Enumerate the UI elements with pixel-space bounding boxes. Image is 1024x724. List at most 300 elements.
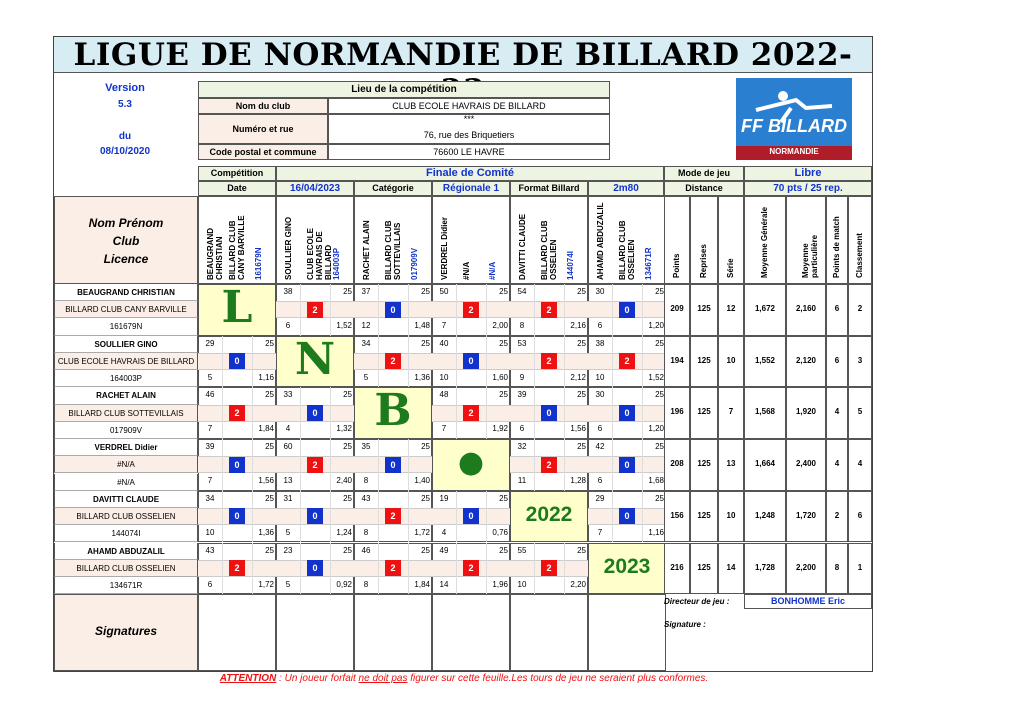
player-club: CLUB ECOLE HAVRAIS DE BILLARD — [54, 353, 198, 370]
match-points-box: 2 — [307, 302, 323, 318]
mode-label: Mode de jeu — [664, 166, 744, 181]
match-serie: 10 — [517, 579, 527, 589]
match-divider — [456, 543, 457, 595]
match-average: 1,92 — [492, 424, 508, 434]
match-serie: 5 — [363, 372, 369, 382]
categorie-label: Catégorie — [354, 181, 432, 196]
stat-value: 4 — [857, 459, 863, 469]
match-average: 2,00 — [492, 321, 508, 330]
club-value: CLUB ECOLE HAVRAIS DE BILLARD — [328, 98, 610, 114]
match-average: 1,20 — [648, 424, 664, 434]
match-reprises: 25 — [265, 442, 274, 452]
player-name: AHAMD ABDUZALIL — [54, 543, 198, 560]
match-points-box: 0 — [229, 508, 245, 524]
stat-value: 14 — [726, 562, 736, 572]
col-head-lic: #N/A — [488, 261, 497, 280]
match-reprises: 25 — [655, 442, 664, 452]
lieu-header: Lieu de la compétition — [198, 81, 610, 98]
stat-head-2: Reprises — [699, 244, 708, 278]
stat-value: 1,720 — [795, 510, 817, 520]
match-divider — [378, 439, 379, 491]
match-points: 30 — [595, 287, 605, 296]
match-reprises: 25 — [421, 442, 430, 452]
match-reprises: 25 — [577, 545, 586, 555]
version-du: du — [118, 131, 132, 142]
col-head-club: CLUB ECOLE HAVRAIS DE BILLARD — [306, 228, 333, 280]
director-value: BONHOMME Eric — [744, 594, 872, 609]
numero-value1: *** — [463, 114, 475, 124]
format-value: 2m80 — [588, 181, 664, 196]
match-points: 29 — [205, 338, 215, 348]
match-divider — [378, 491, 379, 543]
match-reprises: 25 — [265, 545, 274, 555]
stat-value: 6 — [834, 304, 840, 313]
match-average: 1,16 — [258, 372, 274, 382]
match-points-box: 0 — [307, 560, 323, 576]
stat-value: 2,120 — [795, 355, 817, 365]
match-reprises: 25 — [343, 287, 352, 296]
stat-value: 1 — [857, 562, 863, 572]
match-reprises: 25 — [265, 338, 274, 348]
match-divider — [300, 439, 301, 491]
match-average: 1,72 — [258, 579, 274, 589]
match-reprises: 25 — [577, 390, 586, 400]
match-serie: 11 — [517, 476, 527, 486]
match-average: 1,32 — [336, 424, 352, 434]
match-serie: 13 — [283, 476, 293, 486]
stat-value: 125 — [697, 510, 711, 520]
match-divider — [300, 543, 301, 595]
logo-sub: NORMANDIE — [769, 147, 819, 156]
col-head-lic: 161679N — [254, 247, 263, 280]
header-left-line2: Club — [112, 234, 140, 248]
stat-value: 125 — [697, 355, 711, 365]
match-points: 42 — [595, 442, 605, 452]
match-reprises: 25 — [499, 545, 508, 555]
stat-value: 1,568 — [754, 407, 776, 417]
match-average: 1,28 — [570, 476, 586, 486]
match-serie: 14 — [439, 579, 449, 589]
match-points-box: 0 — [619, 302, 635, 318]
match-points: 43 — [205, 545, 215, 555]
signature-box[interactable] — [276, 594, 354, 671]
match-reprises: 25 — [421, 545, 430, 555]
match-divider — [300, 491, 301, 543]
player-club: BILLARD CLUB OSSELIEN — [54, 560, 198, 577]
match-serie: 6 — [285, 321, 291, 330]
match-serie: 6 — [597, 321, 603, 330]
match-serie: 5 — [207, 372, 213, 382]
stat-value: 196 — [670, 407, 684, 417]
stat-value: 2 — [857, 304, 863, 313]
match-points-box: 2 — [541, 353, 557, 369]
stat-value: 7 — [728, 407, 734, 417]
stat-value: 1,672 — [754, 304, 776, 313]
match-reprises: 25 — [655, 287, 664, 296]
stat-head-1: Points — [672, 253, 681, 278]
stat-head-7: Classement — [855, 233, 864, 278]
date-label: Date — [198, 181, 276, 196]
match-serie: 7 — [441, 424, 447, 434]
match-points-box: 2 — [385, 560, 401, 576]
match-reprises: 25 — [499, 390, 508, 400]
match-average: 2,12 — [570, 372, 586, 382]
match-points: 35 — [361, 442, 371, 452]
diagonal-mark: 2022 — [525, 502, 573, 526]
match-points-box: 0 — [463, 353, 479, 369]
stat-value: 1,552 — [754, 355, 776, 365]
version-number: 5.3 — [118, 99, 132, 110]
match-points: 60 — [283, 442, 293, 452]
match-points-box: 0 — [307, 405, 323, 421]
stat-value: 2 — [834, 510, 840, 520]
diagonal-mark: ● — [457, 445, 485, 481]
match-points: 55 — [517, 545, 527, 555]
signature-label: Signature : — [664, 620, 706, 629]
match-divider — [534, 387, 535, 439]
header-left — [54, 214, 198, 268]
match-points: 53 — [517, 338, 527, 348]
match-points-box: 0 — [619, 457, 635, 473]
stat-head-5: Moyenne particulière — [801, 234, 819, 278]
match-average: 1,36 — [258, 527, 274, 537]
distance-label: Distance — [664, 181, 744, 196]
match-serie: 4 — [441, 527, 447, 537]
version-label: Version — [105, 82, 145, 94]
match-divider — [456, 387, 457, 439]
col-head-club: BILLARD CLUB CANY BARVILLE — [228, 215, 246, 280]
match-reprises: 25 — [421, 338, 430, 348]
version-date: 08/10/2020 — [99, 146, 151, 157]
cp-value: 76600 LE HAVRE — [328, 144, 610, 160]
match-divider — [300, 284, 301, 336]
match-points: 34 — [205, 493, 215, 503]
stat-value: 125 — [697, 304, 711, 313]
match-average: 1,24 — [336, 527, 352, 537]
match-serie: 6 — [207, 579, 213, 589]
player-name: DAVITTI CLAUDE — [54, 491, 198, 508]
stat-value: 1,920 — [795, 407, 817, 417]
stat-value: 156 — [670, 510, 684, 520]
stat-value: 2,160 — [795, 304, 817, 313]
director-label: Directeur de jeu : — [664, 597, 730, 606]
match-average: 1,48 — [414, 321, 430, 330]
stat-head-6: Points de match — [832, 216, 841, 278]
match-average: 1,52 — [336, 321, 352, 330]
club-label: Nom du club — [198, 98, 328, 114]
match-points-box: 2 — [463, 405, 479, 421]
format-label: Format Billard — [510, 181, 588, 196]
logo-text: FF BILLARD — [741, 116, 847, 136]
match-average: 2,20 — [570, 579, 586, 589]
col-head-name: BEAUGRAND CHRISTIAN — [206, 228, 224, 280]
match-serie: 12 — [361, 321, 371, 330]
match-reprises: 25 — [343, 493, 352, 503]
match-points-box: 0 — [229, 353, 245, 369]
match-reprises: 25 — [577, 442, 586, 452]
match-serie: 8 — [363, 579, 369, 589]
match-reprises: 25 — [265, 390, 274, 400]
player-lic: 017909V — [54, 422, 198, 439]
match-points: 43 — [361, 493, 371, 503]
stat-value: 1,248 — [754, 510, 776, 520]
match-average: 1,72 — [414, 527, 430, 537]
stat-value: 2,400 — [795, 459, 817, 469]
match-average: 1,96 — [492, 579, 508, 589]
numero-label: Numéro et rue — [198, 114, 328, 144]
match-points-box: 0 — [307, 508, 323, 524]
match-reprises: 25 — [655, 338, 664, 348]
stat-value: 2,200 — [795, 562, 817, 572]
match-divider — [378, 543, 379, 595]
diagonal-mark: 2023 — [603, 554, 651, 578]
match-points-box: 2 — [463, 302, 479, 318]
match-average: 2,16 — [570, 321, 586, 330]
player-name: VERDREL Didier — [54, 439, 198, 456]
player-lic: 164003P — [54, 370, 198, 387]
stat-value: 13 — [726, 459, 736, 469]
match-divider — [378, 284, 379, 336]
signature-box[interactable] — [354, 594, 432, 671]
ffb-logo — [736, 78, 852, 160]
match-average: 1,84 — [258, 424, 274, 434]
footer-note — [54, 673, 874, 684]
header-left-line3: Licence — [103, 252, 149, 266]
stat-value: 1,728 — [754, 562, 776, 572]
stat-value: 125 — [697, 562, 711, 572]
col-head-club: #N/A — [462, 261, 471, 280]
match-points-box: 2 — [541, 457, 557, 473]
col-head-lic: 164003P — [332, 247, 341, 280]
page-title: LIGUE DE NORMANDIE DE BILLARD 2022- — [73, 37, 853, 73]
stat-value: 5 — [857, 407, 863, 417]
player-club: BILLARD CLUB CANY BARVILLE — [54, 301, 198, 318]
mode-value: Libre — [744, 166, 872, 181]
match-divider — [612, 387, 613, 439]
player-lic: #N/A — [54, 474, 198, 491]
match-points-box: 2 — [229, 560, 245, 576]
match-serie: 7 — [597, 527, 603, 537]
match-average: 1,52 — [648, 372, 664, 382]
match-points-box: 2 — [463, 560, 479, 576]
match-points-box: 2 — [385, 508, 401, 524]
match-points: 46 — [205, 390, 215, 400]
signature-box[interactable] — [510, 594, 588, 671]
stat-value: 194 — [670, 355, 684, 365]
match-divider — [456, 491, 457, 543]
match-points-box: 0 — [619, 508, 635, 524]
categorie-value: Régionale 1 — [432, 181, 510, 196]
player-lic: 161679N — [54, 318, 198, 335]
signature-box[interactable] — [198, 594, 276, 671]
match-points: 19 — [439, 493, 449, 503]
stat-value: 10 — [726, 510, 736, 520]
col-head-name: RACHET ALAIN — [362, 220, 371, 280]
match-divider — [612, 491, 613, 543]
footer-rest: figurer sur cette feuille.Les tours de jeu ne seraient plus conformes. — [407, 673, 709, 684]
match-divider — [222, 543, 223, 595]
player-name: SOULLIER GINO — [54, 336, 198, 353]
stat-head-3: Série — [726, 258, 735, 278]
match-points: 23 — [283, 545, 293, 555]
player-club: BILLARD CLUB SOTTEVILLAIS — [54, 405, 198, 422]
match-points: 29 — [595, 493, 605, 503]
match-points-box: 2 — [229, 405, 245, 421]
match-reprises: 25 — [343, 545, 352, 555]
match-points: 40 — [439, 338, 449, 348]
signature-box[interactable] — [432, 594, 510, 671]
match-points: 49 — [439, 545, 449, 555]
match-divider — [378, 336, 379, 388]
match-points: 34 — [361, 338, 371, 348]
match-reprises: 25 — [577, 338, 586, 348]
match-points-box: 2 — [541, 560, 557, 576]
stat-value: 4 — [834, 407, 840, 417]
match-points-box: 0 — [385, 302, 401, 318]
match-points-box: 2 — [541, 302, 557, 318]
match-points: 33 — [283, 390, 293, 400]
footer-attention: ATTENTION — [219, 673, 277, 684]
match-divider — [222, 491, 223, 543]
match-reprises: 25 — [421, 493, 430, 503]
match-points-box: 2 — [307, 457, 323, 473]
match-points-box: 2 — [619, 353, 635, 369]
col-head-name: DAVITTI CLAUDE — [518, 213, 527, 280]
match-serie: 7 — [441, 321, 447, 330]
match-points: 50 — [439, 287, 449, 296]
competition-label: Compétition — [198, 166, 276, 181]
match-divider — [534, 439, 535, 491]
match-points: 39 — [205, 442, 215, 452]
player-lic: 134671R — [54, 577, 198, 594]
match-average: 1,68 — [648, 476, 664, 486]
player-club: BILLARD CLUB OSSELIEN — [54, 508, 198, 525]
match-points: 54 — [517, 287, 527, 296]
match-serie: 6 — [597, 476, 603, 486]
col-head-club: BILLARD CLUB OSSELIEN — [540, 220, 558, 280]
match-serie: 7 — [207, 424, 213, 434]
match-points: 31 — [283, 493, 293, 503]
match-reprises: 25 — [343, 442, 352, 452]
match-divider — [222, 336, 223, 388]
match-points: 48 — [439, 390, 449, 400]
col-head-club: BILLARD CLUB OSSELIEN — [618, 220, 636, 280]
match-serie: 5 — [285, 527, 291, 537]
diagonal-mark: N — [294, 333, 336, 385]
stat-value: 6 — [857, 510, 863, 520]
stat-value: 4 — [834, 459, 840, 469]
match-serie: 8 — [519, 321, 525, 330]
stat-value: 216 — [670, 562, 684, 572]
match-serie: 9 — [519, 372, 525, 382]
match-reprises: 25 — [343, 390, 352, 400]
match-divider — [222, 387, 223, 439]
stat-value: 10 — [726, 355, 736, 365]
match-serie: 10 — [205, 527, 215, 537]
stat-head-4: Moyenne Générale — [760, 206, 769, 278]
match-reprises: 25 — [499, 338, 508, 348]
stat-value: 6 — [834, 355, 840, 365]
match-points-box: 2 — [385, 353, 401, 369]
col-head-club: BILLARD CLUB SOTTEVILLAIS — [384, 220, 402, 280]
match-average: 1,16 — [648, 527, 664, 537]
header-left-line1: Nom Prénom — [88, 216, 164, 230]
match-divider — [612, 284, 613, 336]
signature-box[interactable] — [588, 594, 666, 671]
match-average: 2,40 — [336, 476, 352, 486]
match-average: 1,56 — [570, 424, 586, 434]
match-points: 32 — [517, 442, 527, 452]
match-points-box: 0 — [229, 457, 245, 473]
match-reprises: 25 — [499, 287, 508, 296]
match-average: 1,20 — [648, 321, 664, 330]
col-head-lic: 134671R — [644, 247, 653, 280]
match-average: 1,60 — [492, 372, 508, 382]
match-serie: 10 — [439, 372, 449, 382]
match-serie: 8 — [363, 476, 369, 486]
match-serie: 7 — [207, 476, 213, 486]
match-points: 46 — [361, 545, 371, 555]
match-divider — [222, 439, 223, 491]
match-points: 30 — [595, 390, 605, 400]
match-average: 0,92 — [336, 579, 352, 589]
match-points: 39 — [517, 390, 527, 400]
match-points: 38 — [283, 287, 293, 296]
match-divider — [456, 336, 457, 388]
stat-value: 1,664 — [754, 459, 776, 469]
match-points-box: 0 — [463, 508, 479, 524]
diagonal-mark: L — [221, 282, 253, 333]
match-average: 0,76 — [492, 527, 508, 537]
match-reprises: 25 — [655, 493, 664, 503]
match-reprises: 25 — [265, 493, 274, 503]
match-reprises: 25 — [655, 390, 664, 400]
stat-value: 8 — [834, 562, 840, 572]
match-serie: 5 — [285, 579, 291, 589]
col-head-name: VERDREL Didier — [440, 217, 449, 280]
stat-value: 125 — [697, 459, 711, 469]
match-serie: 4 — [285, 424, 291, 434]
match-serie: 8 — [363, 527, 369, 537]
match-average: 1,84 — [414, 579, 430, 589]
footer-sep: : Un joueur forfait — [276, 673, 359, 684]
stat-value: 12 — [726, 304, 736, 313]
match-reprises: 25 — [421, 287, 430, 296]
player-name: BEAUGRAND CHRISTIAN — [54, 284, 198, 301]
col-head-lic: 144074I — [566, 251, 575, 280]
match-average: 1,36 — [414, 372, 430, 382]
signatures-label: Signatures — [94, 624, 157, 638]
player-name: RACHET ALAIN — [54, 387, 198, 404]
match-reprises: 25 — [577, 287, 586, 296]
col-head-lic: 017909V — [410, 247, 419, 280]
match-divider — [534, 284, 535, 336]
competition-value: Finale de Comité — [276, 166, 664, 181]
stat-value: 125 — [697, 407, 711, 417]
match-points-box: 0 — [619, 405, 635, 421]
match-reprises: 25 — [499, 493, 508, 503]
match-points: 37 — [361, 287, 371, 296]
player-club: #N/A — [54, 456, 198, 473]
match-points: 38 — [595, 338, 605, 348]
date-value: 16/04/2023 — [276, 181, 354, 196]
player-lic: 144074I — [54, 525, 198, 542]
match-points-box: 0 — [385, 457, 401, 473]
match-serie: 6 — [597, 424, 603, 434]
match-divider — [534, 543, 535, 595]
match-average: 1,40 — [414, 476, 430, 486]
cp-label: Code postal et commune — [198, 144, 328, 160]
